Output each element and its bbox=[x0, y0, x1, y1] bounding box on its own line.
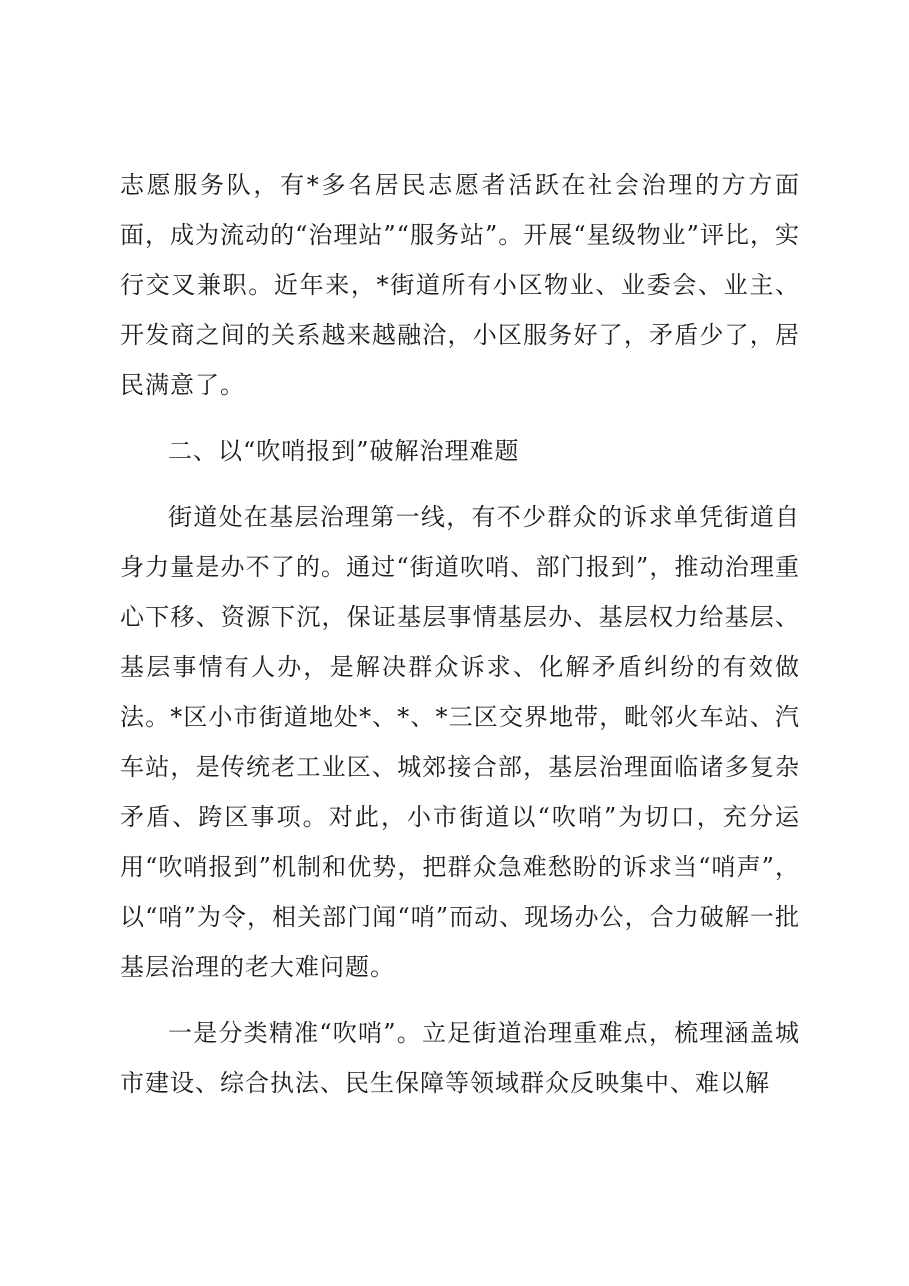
paragraph-classified-whistle: 一是分类精准“吹哨”。立足街道治理重难点，梳理涵盖城市建设、综合执法、民生保障等领域群众反映集中、难以解 bbox=[120, 1019, 800, 1097]
section-heading-whistle-report: 二、以“吹哨报到”破解治理难题 bbox=[168, 437, 520, 465]
document-body bbox=[120, 160, 800, 1124]
paragraph-volunteer-service: 志愿服务队，有*多名居民志愿者活跃在社会治理的方方面面，成为流动的“治理站”“服务站”。开展“星级物业”评比，实行交叉兼职。近年来，*街道所有小区物业、业委会、业主、开发商之间的关系越来越融洽，小区服务好了，矛盾少了，居民满意了。 bbox=[120, 171, 800, 399]
paragraph-street-governance: 街道处在基层治理第一线，有不少群众的诉求单凭街道自身力量是办不了的。通过“街道吹哨、部门报到”，推动治理重心下移、资源下沉，保证基层事情基层办、基层权力给基层、基层事情有人办，是解决群众诉求、化解矛盾纠纷的有效做法。*区小市街道地处*、*、*三区交界地带，毗邻火车站、汽车站，是传统老工业区、城郊接合部，基层治理面临诸多复杂矛盾、跨区事项。对此，小市街道以“吹哨”为切口，充分运用“吹哨报到”机制和优势，把群众急难愁盼的诉求当“哨声”，以“哨”为令，相关部门闻“哨”而动、现场办公，合力破解一批基层治理的老大难问题。 bbox=[120, 503, 800, 981]
